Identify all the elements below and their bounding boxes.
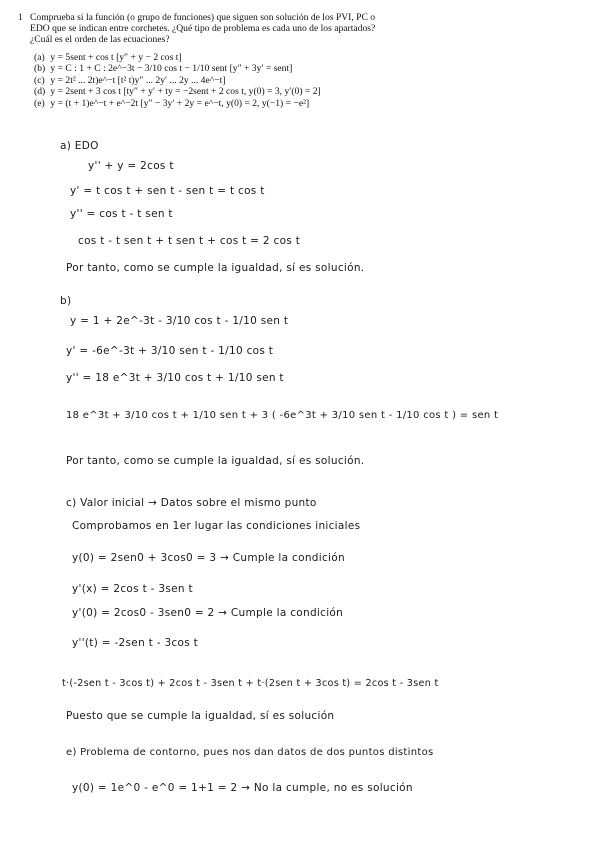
problem-item-e	[34, 98, 595, 110]
problem-item-d	[34, 86, 595, 98]
hw-line: 18 e^3t + 3/10 cos t + 1/10 sen t + 3 ( -6e^3t + 3/10 sen t - 1/10 cos t ) = sen t	[66, 410, 499, 421]
statement-line: EDO que se indican entre corchetes. ¿Qué tipo de problema es cada uno de los apartados?	[30, 23, 376, 35]
hw-line: y''(t) = -2sen t - 3cos t	[72, 637, 199, 649]
hw-conclusion: Puesto que se cumple la igualdad, sí es solución	[66, 710, 335, 722]
problem-statement	[18, 12, 595, 110]
item-label: (a)	[34, 51, 45, 63]
problem-number: 1	[18, 12, 23, 23]
problem-item-b	[34, 63, 595, 75]
item-label: (c)	[34, 74, 45, 86]
hw-line: y = 1 + 2e^-3t - 3/10 cos t - 1/10 sen t	[70, 315, 289, 327]
item-label: (e)	[34, 97, 45, 109]
item-text: y = C : 1 + C : 2e^−3t − 3/10 cos t − 1/10 sent [y″ + 3y′ = sent]	[50, 63, 293, 75]
hw-line: y'(x) = 2cos t - 3sen t	[72, 583, 193, 595]
hw-heading-c: c) Valor inicial → Datos sobre el mismo punto	[66, 497, 317, 509]
hw-line: Comprobamos en 1er lugar las condiciones iniciales	[72, 520, 361, 532]
hw-line: y' = t cos t + sen t - sen t = t cos t	[70, 185, 265, 197]
hw-conclusion: Por tanto, como se cumple la igualdad, sí es solución.	[66, 455, 365, 467]
hw-line: y'' = 18 e^3t + 3/10 cos t + 1/10 sen t	[66, 372, 284, 384]
hw-line: y' = -6e^-3t + 3/10 sen t - 1/10 cos t	[66, 345, 274, 357]
item-label: (b)	[34, 63, 46, 75]
hw-line: y(0) = 2sen0 + 3cos0 = 3 → Cumple la condición	[72, 552, 345, 564]
item-text: y = 2sent + 3 cos t [ty″ + y′ + ty = −2sent + 2 cos t, y(0) = 3, y′(0) = 2]	[50, 86, 321, 98]
hw-heading-a: a) EDO	[60, 140, 99, 152]
item-label: (d)	[34, 86, 46, 98]
hw-line: y'(0) = 2cos0 - 3sen0 = 2 → Cumple la condición	[72, 607, 344, 619]
problem-items	[30, 52, 595, 110]
problem-item-a	[34, 52, 595, 64]
hw-line: y'' = cos t - t sen t	[70, 208, 173, 220]
problem-item-c	[34, 75, 595, 87]
statement-line: ¿Cuál es el orden de las ecuaciones?	[30, 34, 170, 46]
hw-line: y(0) = 1e^0 - e^0 = 1+1 = 2 → No la cumple, no es solución	[72, 782, 413, 794]
item-text: y = 5sent + cos t [y″ + y − 2 cos t]	[50, 51, 182, 63]
hw-heading-e: e) Problema de contorno, pues nos dan datos de dos puntos distintos	[66, 747, 434, 758]
hw-line: cos t - t sen t + t sen t + cos t = 2 cos t	[78, 235, 301, 247]
hw-heading-b: b)	[60, 295, 72, 307]
item-text: y = (t + 1)e^−t + e^−2t [y″ − 3y′ + 2y = e^−t, y(0) = 2, y(−1) = −e²]	[50, 97, 310, 109]
hw-conclusion: Por tanto, como se cumple la igualdad, sí es solución.	[66, 262, 365, 274]
item-text: y = 2t² ... 2t)e^−t [t² t)y″ ... 2y′ ... 2y ... 4e^−t]	[50, 74, 226, 86]
hw-line: y'' + y = 2cos t	[88, 160, 174, 172]
statement-line: Comprueba si la función (o grupo de funciones) que siguen son solución de los PVI, PC o	[30, 12, 376, 23]
hw-line: t·(-2sen t - 3cos t) + 2cos t - 3sen t + t·(2sen t + 3cos t) = 2cos t - 3sen t	[62, 678, 439, 689]
